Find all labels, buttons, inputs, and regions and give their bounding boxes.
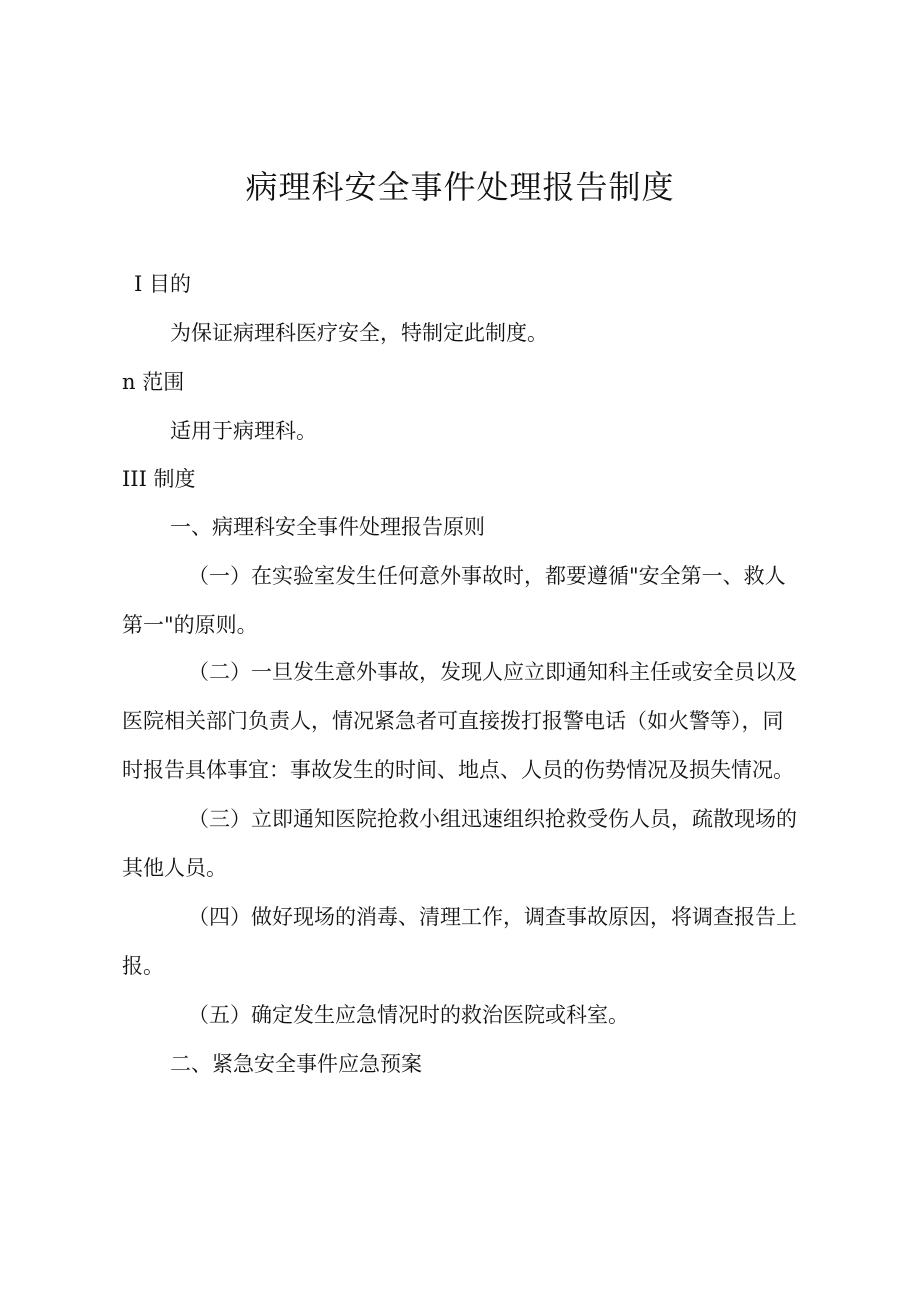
section-heading-rules: III 制度 <box>122 467 196 491</box>
item-2-line-2: 医院相关部门负责人，情况紧急者可直接拨打报警电话（如火警等），同 <box>122 709 784 733</box>
item-2-line-1: （二）一旦发生意外事故，发现人应立即通知科主任或安全员以及 <box>188 660 797 684</box>
item-1-line-1: （一）在实验室发生任何意外事故时，都要遵循"安全第一、救人 <box>188 564 786 588</box>
section-text-scope: 适用于病理科。 <box>170 419 317 443</box>
section-heading-purpose: I 目的 <box>134 272 191 296</box>
item-2-line-3: 时报告具体事宜：事故发生的时间、地点、人员的伤势情况及损失情况。 <box>122 758 794 782</box>
part-heading-emergency-plan: 二、紧急安全事件应急预案 <box>170 1052 422 1076</box>
section-text-purpose: 为保证病理科医疗安全，特制定此制度。 <box>170 321 548 345</box>
item-5-line-1: （五）确定发生应急情况时的救治医院或科室。 <box>188 1003 629 1027</box>
item-1-line-2: 第一"的原则。 <box>122 613 258 637</box>
item-3-line-2: 其他人员。 <box>122 856 227 880</box>
part-heading-principles: 一、病理科安全事件处理报告原则 <box>170 515 485 539</box>
item-4-line-1: （四）做好现场的消毒、清理工作，调查事故原因，将调查报告上 <box>188 905 797 929</box>
item-4-line-2: 报。 <box>122 954 164 978</box>
item-3-line-1: （三）立即通知医院抢救小组迅速组织抢救受伤人员，疏散现场的 <box>188 807 797 831</box>
document-title: 病理科安全事件处理报告制度 <box>245 168 675 206</box>
section-heading-scope: n 范围 <box>122 370 185 394</box>
